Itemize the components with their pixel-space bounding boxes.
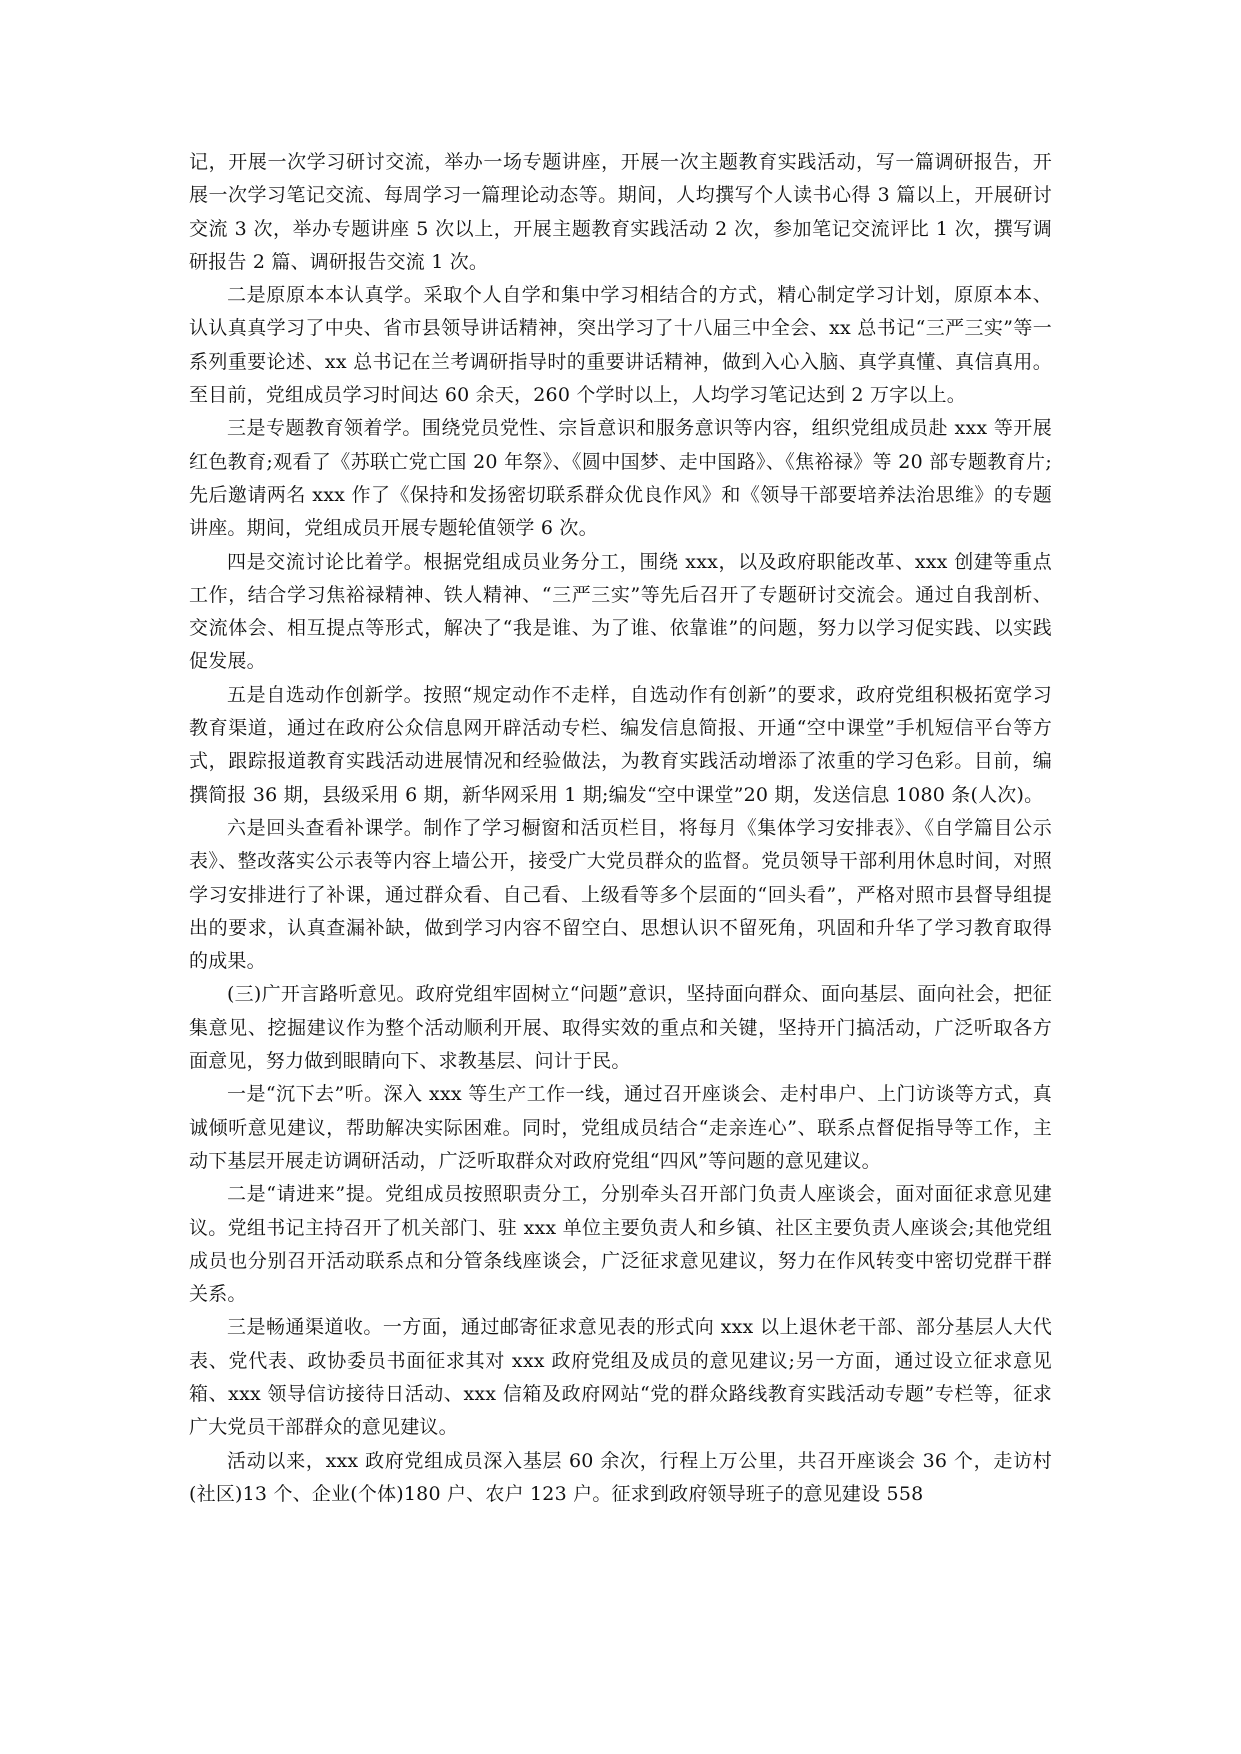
paragraph-go-down-listen: 一是“沉下去”听。深入 xxx 等生产工作一线，通过召开座谈会、走村串户、上门访谈等方式，真诚倾听意见建议，帮助解决实际困难。同时，党组成员结合“走亲连心”、联系点督促指导等工作，主动下基层开展走访调研活动，广泛听取群众对政府党组“四风”等问题的意见建议。 [189, 1083, 1052, 1172]
paragraph-invite-in: 二是“请进来”提。党组成员按照职责分工，分别牵头召开部门负责人座谈会，面对面征求意见建议。党组书记主持召开了机关部门、驻 xxx 单位主要负责人和乡镇、社区主要负责人座谈会;其他党组成员也分别召开活动联系点和分管条线座谈会，广泛征求意见建议，努力在作风转变中密切党群干群关系。 [189, 1183, 1052, 1306]
paragraph-innovative-study: 五是自选动作创新学。按照“规定动作不走样，自选动作有创新”的要求，政府党组积极拓宽学习教育渠道，通过在政府公众信息网开辟活动专栏、编发信息简报、开通“空中课堂”手机短信平台等方式，跟踪报道教育实践活动进展情况和经验做法，为教育实践活动增添了浓重的学习色彩。目前，编撰简报 36 期，县级采用 6 期，新华网采用 1 期;编发“空中课堂”20 期，发送信息 1080 条(人次)。 [189, 683, 1052, 806]
paragraph-continuation: 记，开展一次学习研讨交流，举办一场专题讲座，开展一次主题教育实践活动，写一篇调研报告，开展一次学习笔记交流、每周学习一篇理论动态等。期间，人均撰写个人读书心得 3 篇以上，开展研讨交流 3 次，举办专题讲座 5 次以上，开展主题教育实践活动 2 次，参加笔记交流评比 1 次，撰写调研报告 2 篇、调研报告交流 1 次。 [189, 151, 1052, 273]
paragraph-activity-summary: 活动以来，xxx 政府党组成员深入基层 60 余次，行程上万公里，共召开座谈会 36 个，走访村(社区)13 个、企业(个体)180 户、农户 123 户。征求到政府领导班子的意见建设 558 [189, 1449, 1052, 1505]
paragraph-section-three-heading: (三)广开言路听意见。政府党组牢固树立“问题”意识，坚持面向群众、面向基层、面向社会，把征集意见、挖掘建议作为整个活动顺利开展、取得实效的重点和关键，坚持开门搞活动，广泛听取各方面意见，努力做到眼睛向下、求教基层、问计于民。 [189, 983, 1052, 1073]
paragraph-exchange-discussion: 四是交流讨论比着学。根据党组成员业务分工，围绕 xxx，以及政府职能改革、xxx 创建等重点工作，结合学习焦裕禄精神、铁人精神、“三严三实”等先后召开了专题研讨交流会。通过自我剖析、交流体会、相互提点等形式，解决了“我是谁、为了谁、依靠谁”的问题，努力以学习促实践、以实践促发展。 [189, 550, 1052, 673]
paragraph-special-education: 三是专题教育领着学。围绕党员党性、宗旨意识和服务意识等内容，组织党组成员赴 xxx 等开展红色教育;观看了《苏联亡党亡国 20 年祭》、《圆中国梦、走中国路》、《焦裕禄》等 20 部专题教育片;先后邀请两名 xxx 作了《保持和发扬密切联系群众优良作风》和《领导干部要培养法治思维》的专题讲座。期间，党组成员开展专题轮值领学 6 次。 [189, 417, 1052, 540]
paragraph-study-original-texts: 二是原原本本认真学。采取个人自学和集中学习相结合的方式，精心制定学习计划，原原本本、认认真真学习了中央、省市县领导讲话精神，突出学习了十八届三中全会、xx 总书记“三严三实”等一系列重要论述、xx 总书记在兰考调研指导时的重要讲话精神，做到入心入脑、真学真懂、真信真用。至目前，党组成员学习时间达 60 余天，260 个学时以上，人均学习笔记达到 2 万字以上。 [189, 284, 1052, 407]
document-body [189, 146, 1052, 1511]
paragraph-review-makeup-study: 六是回头查看补课学。制作了学习橱窗和活页栏目，将每月《集体学习安排表》、《自学篇目公示表》、整改落实公示表等内容上墙公开，接受广大党员群众的监督。党员领导干部利用休息时间，对照学习安排进行了补课，通过群众看、自己看、上级看等多个层面的“回头看”，严格对照市县督导组提出的要求，认真查漏补缺，做到学习内容不留空白、思想认识不留死角，巩固和升华了学习教育取得的成果。 [189, 816, 1052, 973]
paragraph-open-channels: 三是畅通渠道收。一方面，通过邮寄征求意见表的形式向 xxx 以上退休老干部、部分基层人大代表、党代表、政协委员书面征求其对 xxx 政府党组及成员的意见建议;另一方面，通过设立征求意见箱、xxx 领导信访接待日活动、xxx 信箱及政府网站“党的群众路线教育实践活动专题”专栏等，征求广大党员干部群众的意见建议。 [189, 1316, 1052, 1439]
